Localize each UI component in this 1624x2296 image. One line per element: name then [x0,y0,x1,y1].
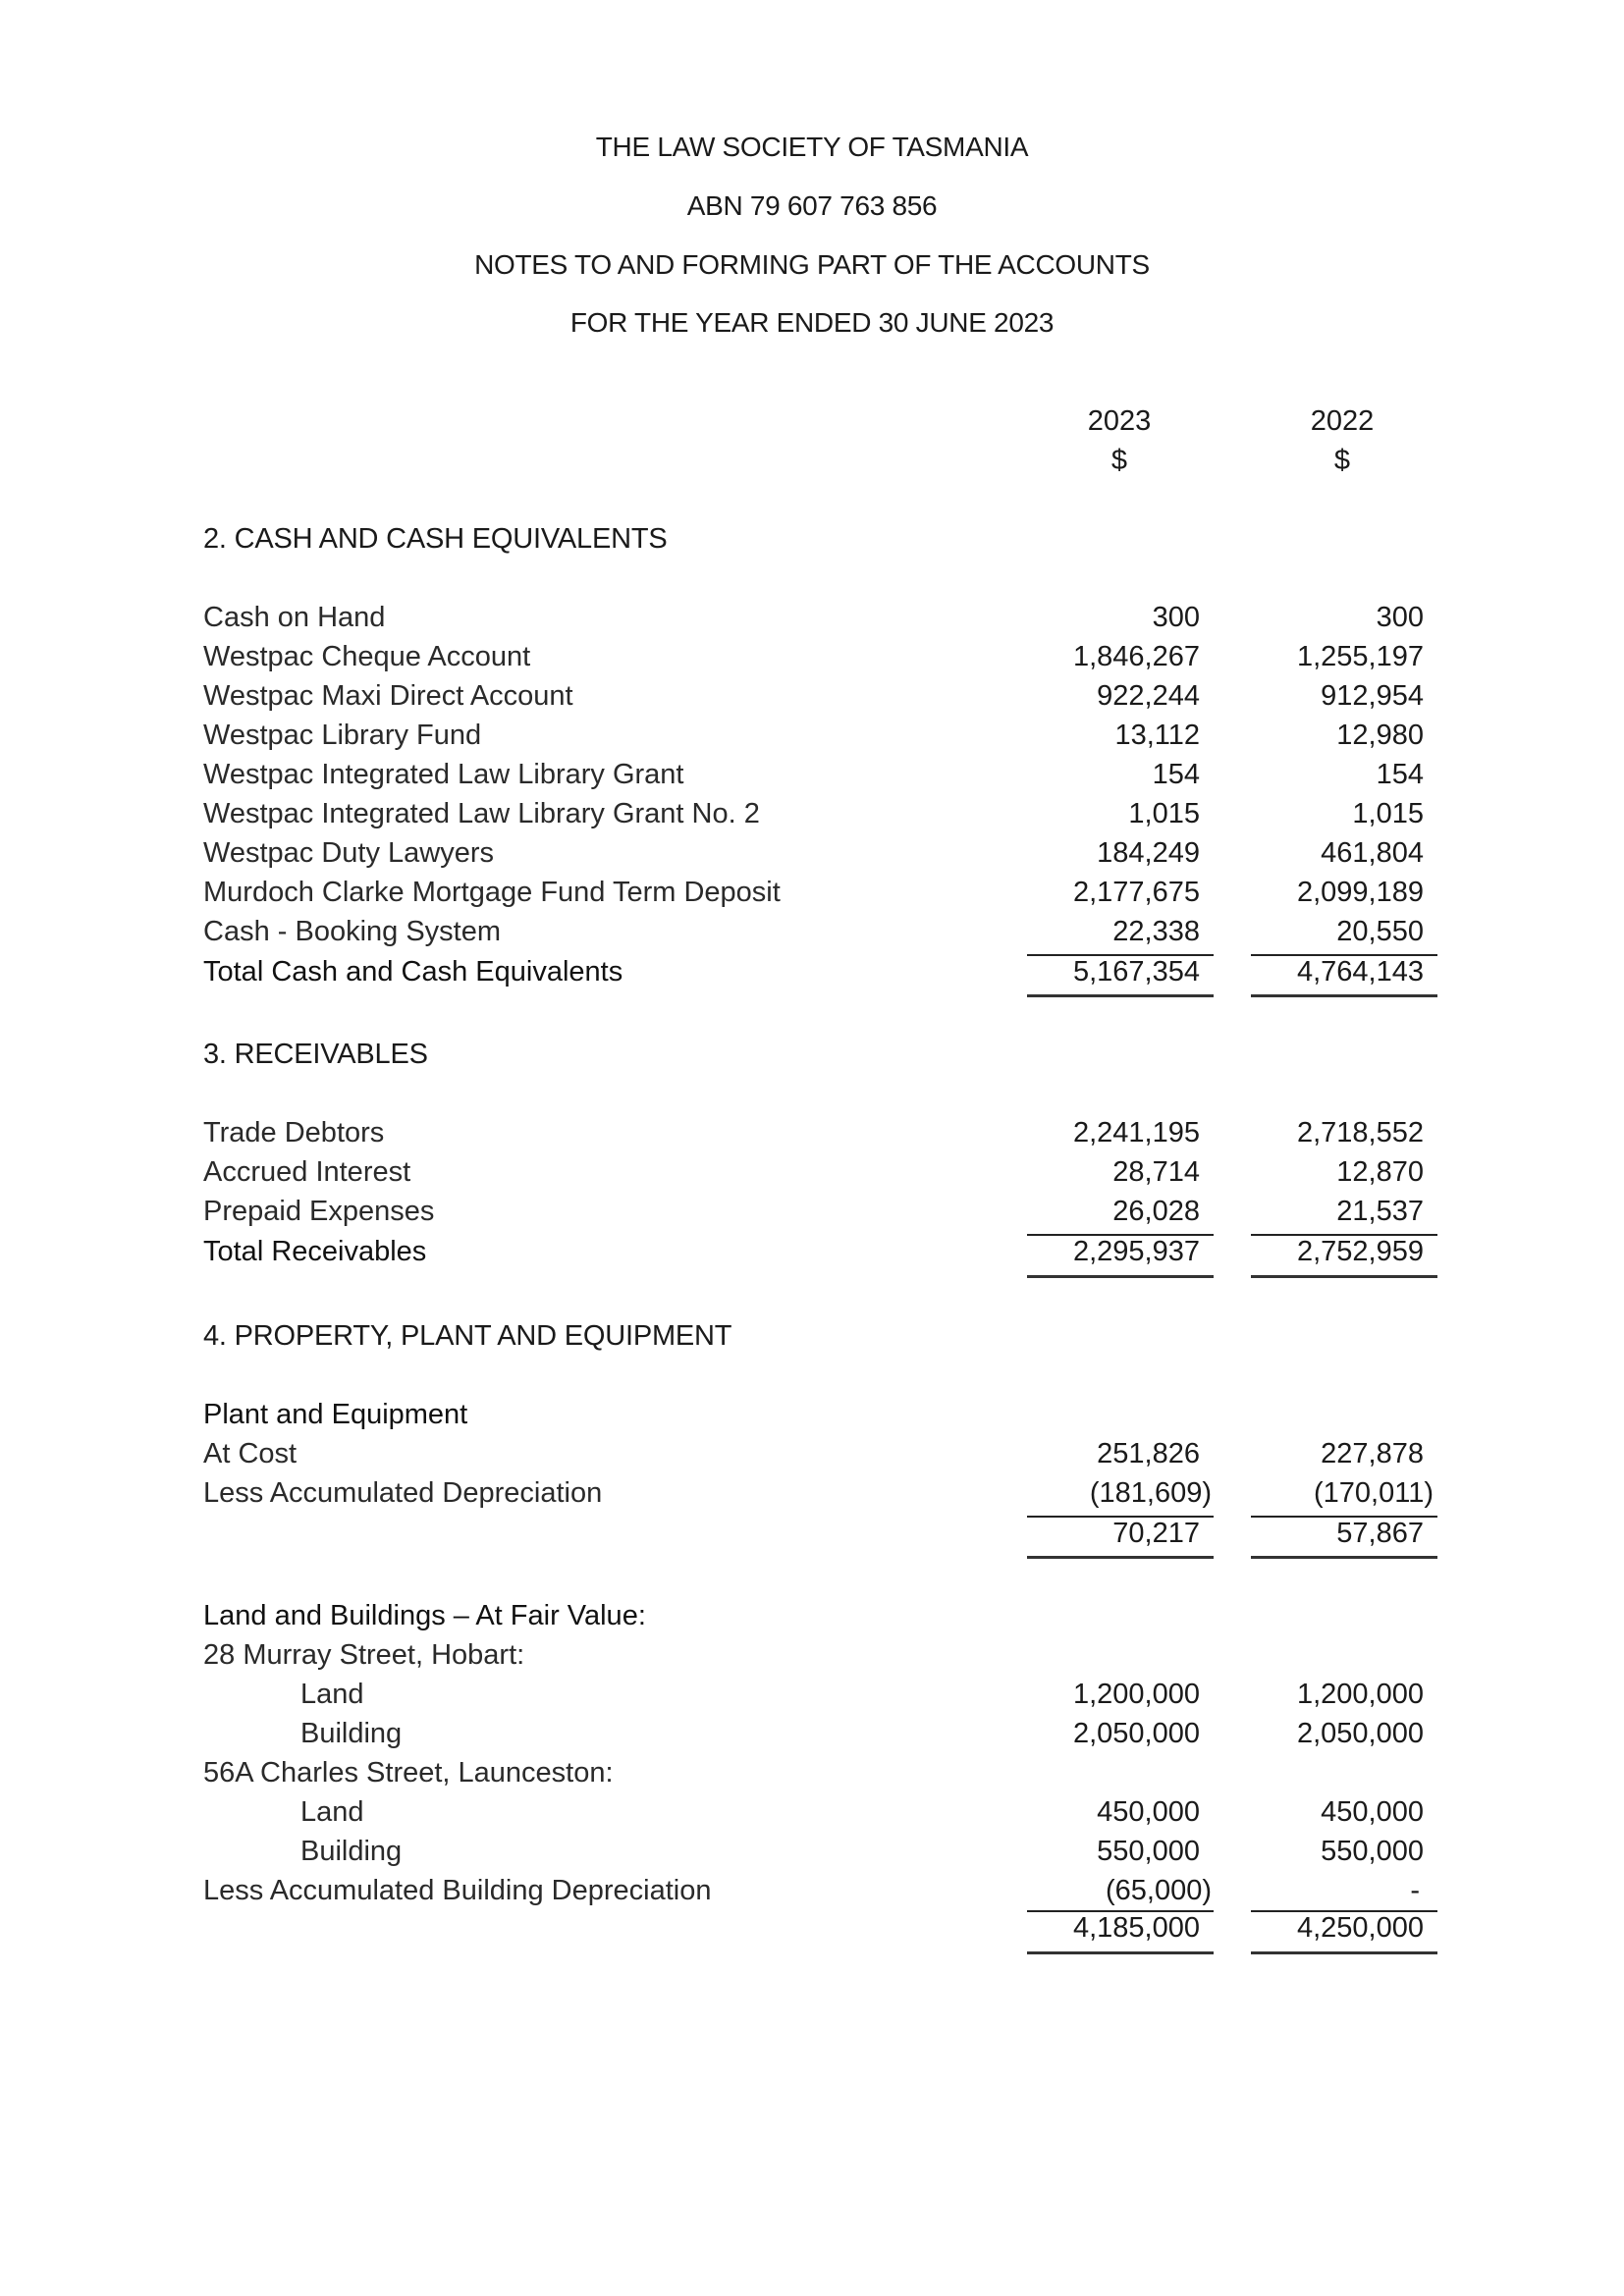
value-2022: 550,000 [1321,1836,1424,1867]
row-label: Murdoch Clarke Mortgage Fund Term Deposit [203,877,781,908]
launceston-address: 56A Charles Street, Launceston: [203,1757,614,1789]
table-row [0,641,1624,680]
value-2023: 184,249 [1097,837,1200,869]
total-rule-2022 [1251,1275,1437,1278]
row-label: Westpac Library Fund [203,720,482,751]
value-2022: (170,011) [1314,1477,1434,1509]
total-2023: 2,295,937 [1072,1236,1200,1267]
period: FOR THE YEAR ENDED 30 JUNE 2023 [569,307,1055,338]
row-label: Land [300,1679,364,1710]
total-rule-2022 [1251,1951,1437,1954]
section-ppe-title: 4. PROPERTY, PLANT AND EQUIPMENT [203,1320,732,1352]
col-2022-year: 2022 [1310,405,1375,437]
table-row [0,1438,1624,1477]
value-2023: 1,200,000 [1072,1679,1200,1710]
value-2022: 12,980 [1336,720,1424,751]
value-2023: (65,000) [1105,1875,1212,1906]
subheading-row [0,1600,1624,1639]
land-heading: Land and Buildings – At Fair Value: [203,1600,646,1631]
col-2023-year: 2023 [1087,405,1152,437]
row-label: Less Accumulated Building Depreciation [203,1875,712,1906]
total-rule-2023 [1027,994,1214,997]
table-row [0,1156,1624,1196]
total-2023: 4,185,000 [1072,1912,1200,1944]
total-rule-2023 [1027,1275,1214,1278]
table-row [0,1679,1624,1718]
table-row [0,1117,1624,1156]
row-label: Westpac Integrated Law Library Grant [203,759,684,790]
table-row [0,877,1624,916]
section-receivables-title: 3. RECEIVABLES [203,1039,428,1070]
col-2022-unit: $ [1333,445,1351,476]
value-2023: 251,826 [1097,1438,1200,1469]
total-rule-2022 [1251,1556,1437,1559]
plant-heading: Plant and Equipment [203,1399,468,1430]
row-label: Less Accumulated Depreciation [203,1477,603,1509]
value-2022: 300 [1376,602,1424,633]
total-rule-2022 [1251,994,1437,997]
table-row [0,1836,1624,1875]
total-2022: 2,752,959 [1296,1236,1424,1267]
total-row [0,1912,1624,1951]
value-2023: 922,244 [1097,680,1200,712]
total-2023: 70,217 [1112,1518,1200,1549]
row-label: Accrued Interest [203,1156,411,1188]
row-label: Trade Debtors [203,1117,385,1148]
table-row [0,916,1624,955]
value-2023: 2,050,000 [1072,1718,1200,1749]
row-label: Cash on Hand [203,602,386,633]
address-row [0,1639,1624,1679]
total-2023: 5,167,354 [1072,956,1200,988]
total-rule-2023 [1027,1951,1214,1954]
value-2022: 1,200,000 [1296,1679,1424,1710]
total-row [0,1236,1624,1275]
row-label: Building [300,1718,403,1749]
row-label: Westpac Duty Lawyers [203,837,495,869]
value-2023: 26,028 [1112,1196,1200,1227]
value-2022: 1,015 [1352,798,1424,829]
value-2022: 2,099,189 [1296,877,1424,908]
total-2022: 4,764,143 [1296,956,1424,988]
subheading-row [0,1399,1624,1438]
table-row [0,1796,1624,1836]
table-row [0,720,1624,759]
row-label: Prepaid Expenses [203,1196,435,1227]
row-label: Westpac Maxi Direct Account [203,680,573,712]
value-2023: 1,846,267 [1072,641,1200,672]
row-label: Land [300,1796,364,1828]
value-2023: 450,000 [1097,1796,1200,1828]
value-2023: 550,000 [1097,1836,1200,1867]
table-row [0,837,1624,877]
value-2022: - [1410,1875,1420,1906]
value-2022: 227,878 [1321,1438,1424,1469]
value-2023: 2,241,195 [1072,1117,1200,1148]
value-2022: 20,550 [1336,916,1424,947]
value-2022: 2,718,552 [1296,1117,1424,1148]
table-row [0,1718,1624,1757]
value-2022: 461,804 [1321,837,1424,869]
total-label: Total Cash and Cash Equivalents [203,956,623,988]
row-label: Westpac Cheque Account [203,641,531,672]
table-row [0,680,1624,720]
value-2022: 1,255,197 [1296,641,1424,672]
notes-title: NOTES TO AND FORMING PART OF THE ACCOUNTS [474,249,1150,280]
total-row [0,1518,1624,1557]
row-label: Westpac Integrated Law Library Grant No. 2 [203,798,760,829]
total-row [0,956,1624,995]
value-2022: 912,954 [1321,680,1424,712]
table-row [0,1477,1624,1517]
value-2023: 13,112 [1114,720,1200,751]
table-row [0,759,1624,798]
org-name: THE LAW SOCIETY OF TASMANIA [595,132,1029,162]
value-2022: 2,050,000 [1296,1718,1424,1749]
abn: ABN 79 607 763 856 [686,190,938,221]
value-2023: 300 [1152,602,1200,633]
hobart-address: 28 Murray Street, Hobart: [203,1639,525,1671]
row-label: Cash - Booking System [203,916,502,947]
value-2023: 1,015 [1128,798,1200,829]
row-label: At Cost [203,1438,298,1469]
value-2022: 21,537 [1336,1196,1424,1227]
col-2023-unit: $ [1110,445,1128,476]
address-row [0,1757,1624,1796]
value-2023: (181,609) [1089,1477,1212,1509]
total-label: Total Receivables [203,1236,427,1267]
table-row [0,1196,1624,1235]
value-2022: 12,870 [1336,1156,1424,1188]
section-cash-title: 2. CASH AND CASH EQUIVALENTS [203,523,668,555]
total-2022: 57,867 [1336,1518,1424,1549]
value-2023: 22,338 [1112,916,1200,947]
table-row [0,602,1624,641]
value-2023: 2,177,675 [1072,877,1200,908]
value-2022: 450,000 [1321,1796,1424,1828]
table-row [0,1875,1624,1914]
table-row [0,798,1624,837]
total-rule-2023 [1027,1556,1214,1559]
value-2023: 28,714 [1112,1156,1200,1188]
value-2023: 154 [1152,759,1200,790]
value-2022: 154 [1376,759,1424,790]
total-2022: 4,250,000 [1296,1912,1424,1944]
row-label: Building [300,1836,403,1867]
